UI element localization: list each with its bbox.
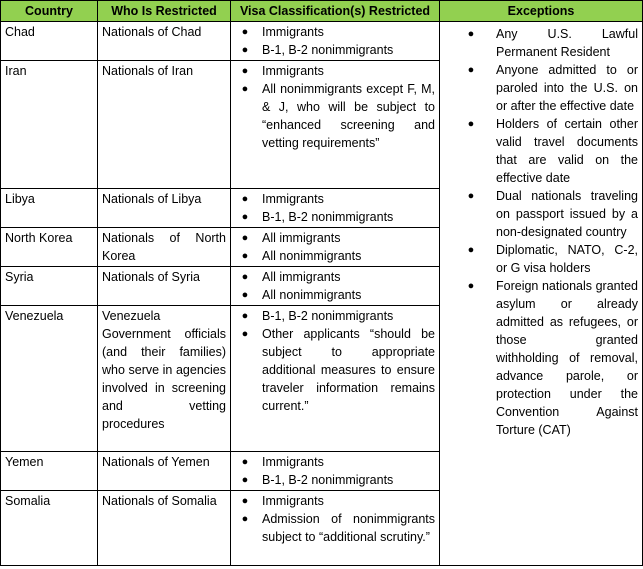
list-item (241, 307, 435, 325)
country-cell: Venezuela (1, 306, 98, 452)
bullet-icon: ● (241, 271, 249, 283)
country-cell: Libya (1, 189, 98, 228)
list-item (241, 80, 435, 152)
list-item (241, 510, 435, 546)
country-cell: Somalia (1, 491, 98, 566)
list-item (241, 286, 435, 304)
visa-item: B-1, B-2 nonimmigrants (262, 473, 394, 487)
who-cell: Nationals of Syria (98, 267, 231, 306)
who-cell: Nationals of Iran (98, 61, 231, 189)
bullet-icon: ● (241, 513, 249, 525)
bullet-icon: ● (467, 28, 475, 40)
list-item (241, 492, 435, 510)
who-cell: Nationals of Yemen (98, 452, 231, 491)
list-item (241, 23, 435, 41)
visa-item: All immigrants (262, 270, 341, 284)
bullet-icon: ● (241, 250, 249, 262)
visa-cell (231, 306, 440, 452)
bullet-icon: ● (241, 328, 249, 340)
list-item (241, 325, 435, 415)
bullet-icon: ● (241, 310, 249, 322)
bullet-icon: ● (467, 190, 475, 202)
list-item (241, 247, 435, 265)
country-cell: Chad (1, 22, 98, 61)
visa-cell (231, 491, 440, 566)
exception-item: ● Dual nationals traveling on passport issued by a non-designated country (467, 189, 638, 239)
header-exceptions: Exceptions (440, 1, 643, 22)
list-item (241, 268, 435, 286)
country-cell: Iran (1, 61, 98, 189)
who-cell: Venezuela Government officials (and their families) who serve in agencies involved in screening and vetting procedures (98, 306, 231, 452)
who-cell: Nationals of Libya (98, 189, 231, 228)
bullet-icon: ● (241, 211, 249, 223)
table-row (1, 22, 643, 61)
visa-item: All immigrants (262, 231, 341, 245)
exception-item: ● Holders of certain other valid travel documents that are valid on the effective date (467, 117, 638, 185)
visa-item: B-1, B-2 nonimmigrants (262, 210, 394, 224)
bullet-icon: ● (241, 474, 249, 486)
list-item (241, 208, 435, 226)
visa-item: Other applicants “should be subject to appropriate additional measures to ensure traveler information remains current.” (262, 327, 435, 413)
exception-item: ● Diplomatic, NATO, C-2, or G visa holders (467, 243, 638, 275)
header-country: Country (1, 1, 98, 22)
visa-item: All nonimmigrants (262, 288, 362, 302)
who-cell: Nationals of Chad (98, 22, 231, 61)
bullet-icon: ● (241, 26, 249, 38)
exception-item: ● Anyone admitted to or paroled into the U.S. on or after the effective date (467, 63, 638, 113)
who-cell: Nationals of Somalia (98, 491, 231, 566)
bullet-icon: ● (241, 289, 249, 301)
list-item (241, 41, 435, 59)
list-item (241, 471, 435, 489)
bullet-icon: ● (467, 64, 475, 76)
visa-item: Immigrants (262, 64, 324, 78)
bullet-icon: ● (241, 83, 249, 95)
exceptions-cell (440, 22, 643, 566)
bullet-icon: ● (467, 118, 475, 130)
list-item (241, 453, 435, 471)
visa-item: Immigrants (262, 192, 324, 206)
visa-cell (231, 228, 440, 267)
visa-cell (231, 267, 440, 306)
list-item (241, 229, 435, 247)
header-row (1, 1, 643, 22)
bullet-icon: ● (241, 456, 249, 468)
bullet-icon: ● (241, 65, 249, 77)
visa-item: Admission of nonimmigrants subject to “additional scrutiny.” (262, 512, 435, 544)
header-who-restricted: Who Is Restricted (98, 1, 231, 22)
visa-item: Immigrants (262, 455, 324, 469)
bullet-icon: ● (241, 495, 249, 507)
visa-item: B-1, B-2 nonimmigrants (262, 43, 394, 57)
visa-item: B-1, B-2 nonimmigrants (262, 309, 394, 323)
exception-item: ● Foreign nationals granted asylum or already admitted as refugees, or those granted withholding of removal, advance parole, or protection under the Convention Against Torture (CAT) (467, 279, 638, 437)
bullet-icon: ● (467, 244, 475, 256)
header-visa-classifications: Visa Classification(s) Restricted (231, 1, 440, 22)
country-cell: Yemen (1, 452, 98, 491)
visa-item: Immigrants (262, 494, 324, 508)
visa-cell (231, 22, 440, 61)
list-item (241, 62, 435, 80)
country-cell: Syria (1, 267, 98, 306)
bullet-icon: ● (241, 193, 249, 205)
list-item (241, 190, 435, 208)
visa-cell (231, 189, 440, 228)
visa-item: All nonimmigrants (262, 249, 362, 263)
visa-cell (231, 452, 440, 491)
bullet-icon: ● (241, 44, 249, 56)
exception-item: ● Any U.S. Lawful Permanent Resident (467, 27, 638, 59)
visa-item: All nonimmigrants except F, M, & J, who will be subject to “enhanced screening and vetting requirements” (262, 82, 435, 150)
country-cell: North Korea (1, 228, 98, 267)
bullet-icon: ● (241, 232, 249, 244)
who-cell: Nationals of North Korea (98, 228, 231, 267)
bullet-icon: ● (467, 280, 475, 292)
visa-item: Immigrants (262, 25, 324, 39)
visa-cell (231, 61, 440, 189)
